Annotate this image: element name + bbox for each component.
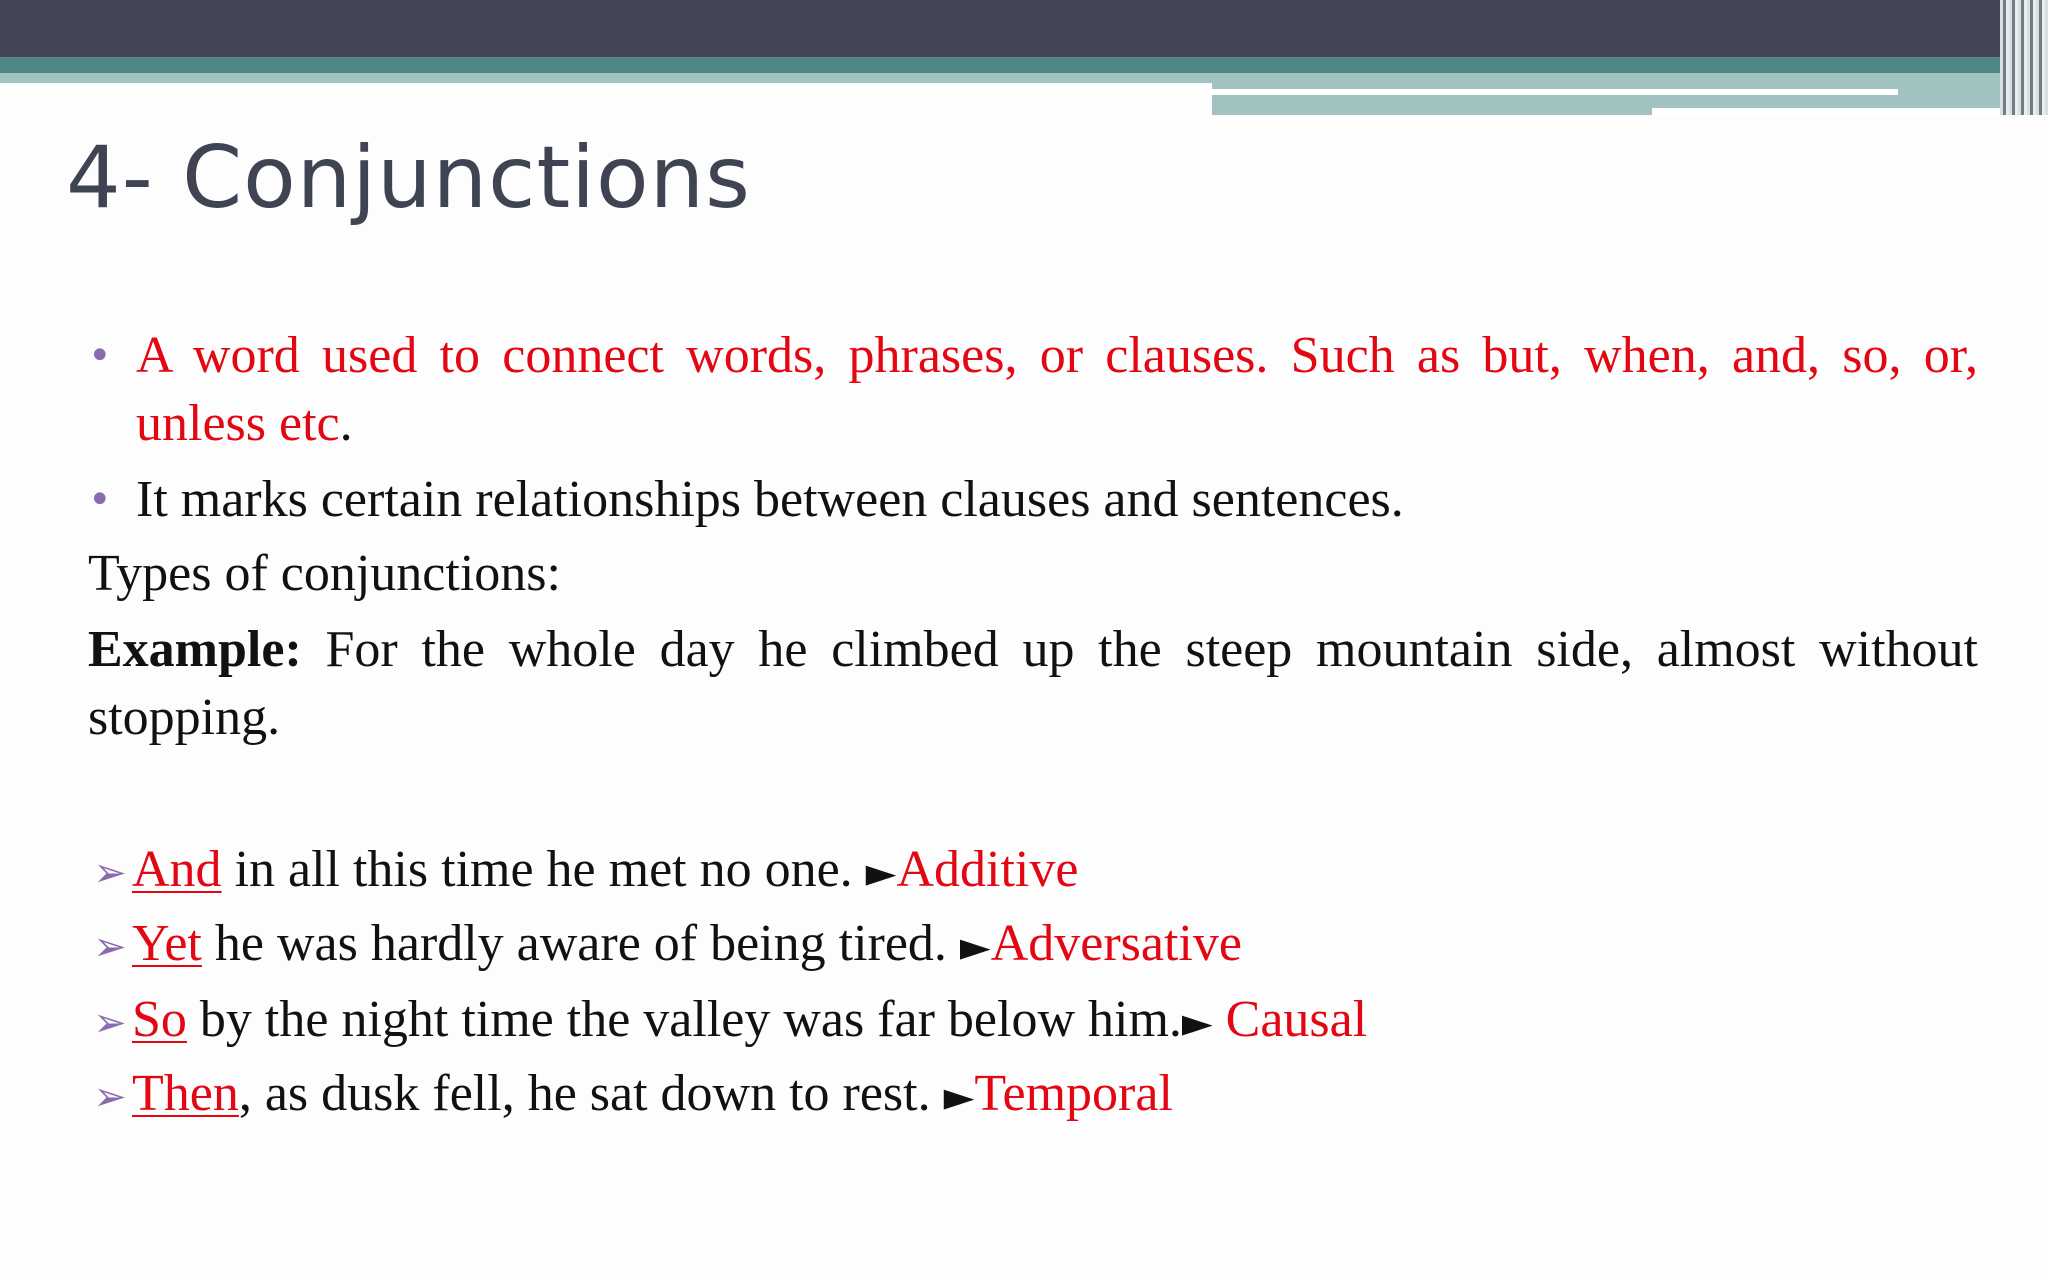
example-label: Example: (88, 621, 302, 678)
header-light-bar (0, 73, 1212, 83)
type-label: Temporal (974, 1065, 1173, 1122)
arrow-bullet-icon: ➢ (93, 1000, 127, 1046)
type-sentence: he was hardly aware of being tired. (201, 915, 960, 972)
type-item-temporal (88, 1058, 1173, 1133)
header-teal-bar (0, 57, 2048, 73)
type-item-causal (88, 984, 1367, 1059)
type-sentence: in all this time he met no one. (221, 841, 866, 898)
type-sentence: , as dusk fell, he sat down to rest. (238, 1065, 944, 1122)
bullet-icon: • (88, 477, 112, 523)
type-sentence: by the night time the valley was far below him. (186, 991, 1182, 1048)
pointer-icon: ► (865, 850, 897, 896)
conjunction-keyword: Yet (132, 915, 202, 972)
header-dark-bar (0, 0, 2048, 57)
type-label: Causal (1212, 991, 1368, 1048)
type-item-additive (88, 834, 1078, 909)
conjunction-keyword: Then (132, 1065, 239, 1122)
pointer-icon: ► (1181, 1000, 1213, 1046)
type-label: Adversative (990, 915, 1242, 972)
type-label: Additive (896, 841, 1079, 898)
bullet-text: It marks certain relationships between clauses and sentences. (136, 471, 1404, 528)
arrow-bullet-icon: ➢ (93, 850, 127, 896)
type-item-adversative (88, 908, 1242, 983)
example-text: For the whole day he climbed up the steep mountain side, almost without stopping. (88, 621, 1978, 746)
header-corner-stripes (2000, 0, 2048, 115)
arrow-bullet-icon: ➢ (93, 1074, 127, 1120)
types-heading: Types of conjunctions: (88, 545, 561, 602)
slide-title: 4- Conjunctions (66, 128, 751, 228)
example-paragraph (88, 616, 1978, 752)
pointer-icon: ► (943, 1074, 975, 1120)
conjunction-keyword: And (132, 841, 222, 898)
definition-text: A word used to connect words, phrases, or clauses. Such as but, when, and, so, or, unless etc (136, 327, 1978, 452)
conjunction-keyword: So (132, 991, 187, 1048)
bullet-text (136, 322, 1978, 458)
bullet-icon: • (88, 333, 112, 379)
pointer-icon: ► (959, 924, 991, 970)
header-right-stripe (1212, 89, 1898, 95)
arrow-bullet-icon: ➢ (93, 924, 127, 970)
definition-period: . (339, 395, 353, 452)
header-right-stripe (1652, 108, 2048, 115)
